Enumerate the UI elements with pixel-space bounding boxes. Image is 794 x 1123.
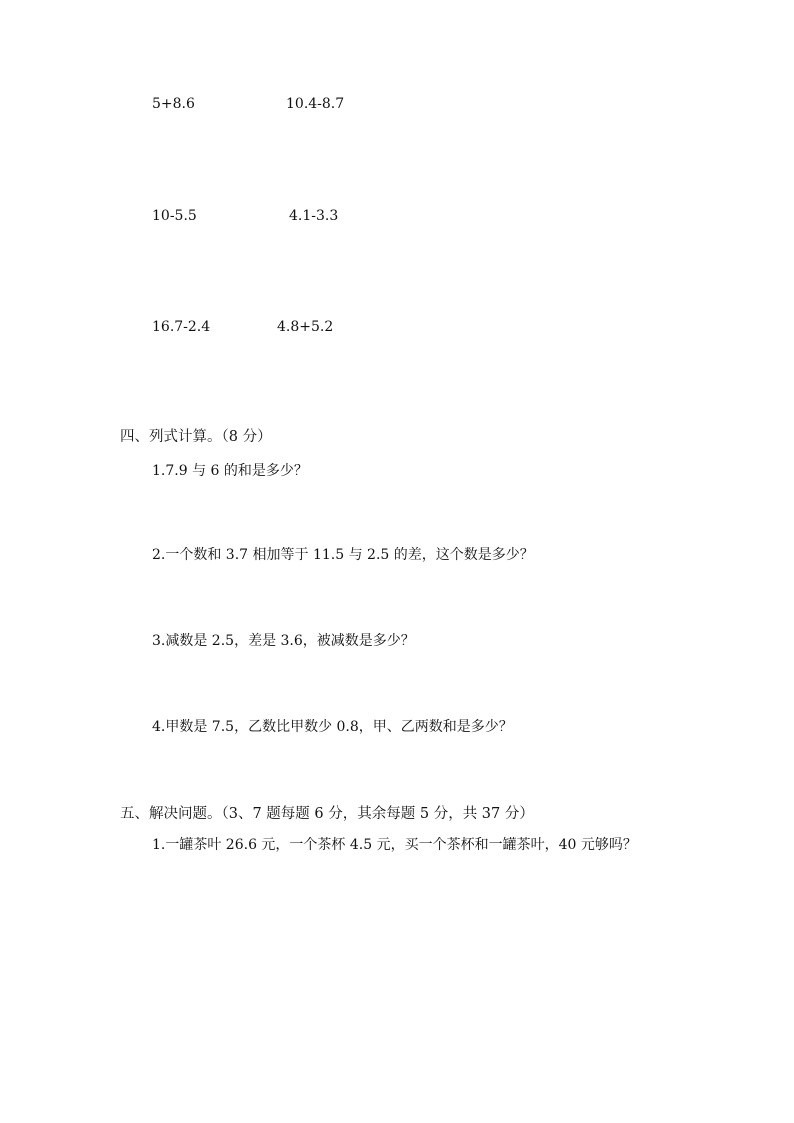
calc-expression-3-right: 4.8+5.2 xyxy=(277,319,334,335)
calc-expression-2-left: 10-5.5 xyxy=(152,208,197,224)
section-4-question-4: 4.甲数是 7.5，乙数比甲数少 0.8，甲、乙两数和是多少？ xyxy=(152,719,513,735)
section-4-question-3: 3.减数是 2.5，差是 3.6，被减数是多少？ xyxy=(152,633,415,649)
section-5-heading: 五、解决问题。（3、7 题每题 6 分，其余每题 5 分，共 37 分） xyxy=(120,806,534,822)
section-4-question-1: 1.7.9 与 6 的和是多少？ xyxy=(152,463,308,479)
section-4-heading: 四、列式计算。（8 分） xyxy=(120,429,272,445)
calc-expression-1-right: 10.4-8.7 xyxy=(286,96,345,112)
section-5-question-1: 1.一罐茶叶 26.6 元，一个茶杯 4.5 元，买一个茶杯和一罐茶叶，40 元够吗？ xyxy=(152,837,637,853)
calc-expression-1-left: 5+8.6 xyxy=(152,96,195,112)
calc-expression-2-right: 4.1-3.3 xyxy=(289,208,339,224)
section-4-question-2: 2.一个数和 3.7 相加等于 11.5 与 2.5 的差，这个数是多少？ xyxy=(152,547,534,563)
calc-expression-3-left: 16.7-2.4 xyxy=(152,319,211,335)
